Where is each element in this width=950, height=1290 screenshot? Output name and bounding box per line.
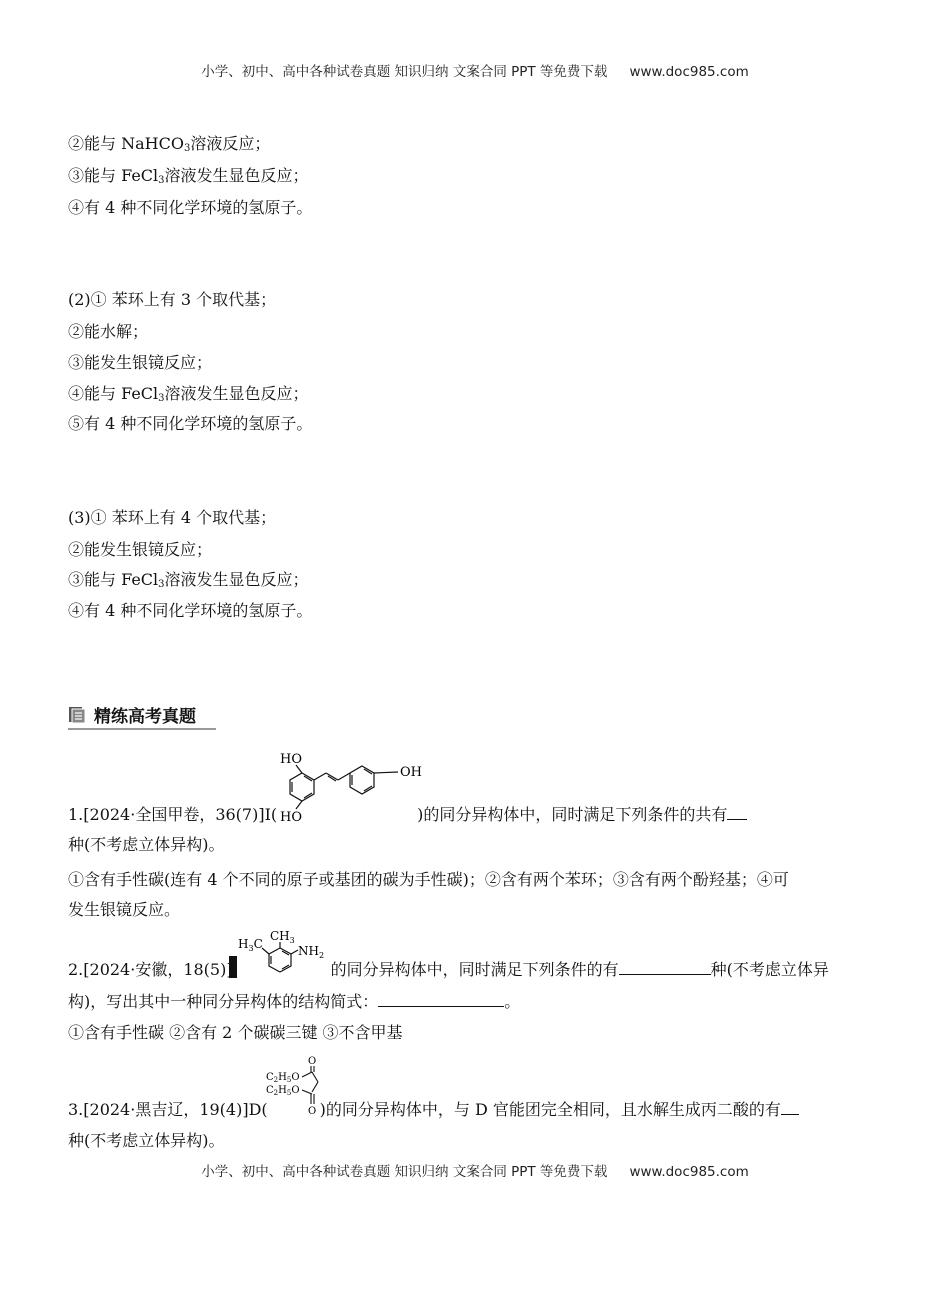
condition-line: ⑤有 4 种不同化学环境的氢原子。 (68, 414, 313, 433)
ho-label: HO (280, 752, 302, 767)
question-3-stem: 3.[2024·黑吉辽，19(4)]D( )的同分异构体中，与 D 官能团完全相同，且水解生成丙二酸的有 (68, 1100, 799, 1120)
condition-line: ②能水解； (68, 322, 149, 341)
question-2-conditions: ①含有手性碳 ②含有 2 个碳碳三键 ③不含甲基 (68, 1023, 403, 1042)
footer-url[interactable]: www.doc985.com (629, 1164, 749, 1180)
answer-blank[interactable] (727, 805, 747, 820)
answer-blank[interactable] (781, 1100, 799, 1115)
section-title: 精练高考真题 (94, 707, 196, 727)
condition-line: ③能与 FeCl$_3$溶液发生显色反应； (68, 166, 309, 186)
header-url[interactable]: www.doc985.com (629, 64, 749, 80)
question-1-conditions: 发生银镜反应。 (68, 900, 181, 919)
ethoxy-label: $C_2H_5O$ (266, 1072, 300, 1084)
ho-label: HO (280, 810, 302, 825)
question-2-line2: 构)，写出其中一种同分异构体的结构简式： 。 (68, 992, 521, 1011)
condition-line: ④有 4 种不同化学环境的氢原子。 (68, 601, 313, 620)
question-1-line2: 种(不考虑立体异构)。 (68, 835, 225, 854)
question-part-3: (3)① 苯环上有 4 个取代基； (68, 508, 277, 527)
question-2-stem: 2.[2024·安徽，18(5)] 的同分异构体中，同时满足下列条件的有 种(不考虑立体异 (68, 960, 829, 979)
ethoxy-label: $C_2H_5O$ (266, 1085, 300, 1097)
question-1-stem: 1.[2024·全国甲卷，36(7)]I( )的同分异构体中，同时满足下列条件的共有 (68, 805, 747, 825)
condition-line: ②能与 NaHCO$_3$溶液反应； (68, 134, 271, 154)
nh2-label: $NH_2$ (298, 944, 325, 960)
page-header (0, 60, 950, 80)
answer-blank[interactable] (619, 960, 711, 975)
condition-line: ④能与 FeCl$_3$溶液发生显色反应； (68, 384, 309, 404)
question-part-2: (2)① 苯环上有 3 个取代基； (68, 290, 277, 309)
ch3-label: $CH_3$ (270, 929, 295, 945)
header-text: 小学、初中、高中各种试卷真题 知识归纳 文案合同 PPT 等免费下载 (201, 64, 608, 80)
page-footer (0, 1160, 950, 1180)
condition-line: ④有 4 种不同化学环境的氢原子。 (68, 198, 313, 217)
h3c-label: $H_3C$ (238, 937, 263, 953)
o-label: O (308, 1106, 317, 1117)
document-icon (68, 706, 86, 724)
footer-text: 小学、初中、高中各种试卷真题 知识归纳 文案合同 PPT 等免费下载 (201, 1164, 608, 1180)
oh-label: OH (400, 765, 422, 780)
section-heading (68, 702, 216, 730)
answer-blank[interactable] (378, 992, 504, 1007)
question-3-line2: 种(不考虑立体异构)。 (68, 1131, 225, 1150)
o-label: O (308, 1056, 317, 1067)
condition-line: ③能与 FeCl$_3$溶液发生显色反应； (68, 570, 309, 590)
condition-line: ③能发生银镜反应； (68, 353, 213, 372)
question-1-conditions: ①含有手性碳(连有 4 个不同的原子或基团的碳为手性碳)；②含有两个苯环；③含有两个酚羟基；④可 (68, 870, 789, 889)
condition-line: ②能发生银镜反应； (68, 540, 213, 559)
